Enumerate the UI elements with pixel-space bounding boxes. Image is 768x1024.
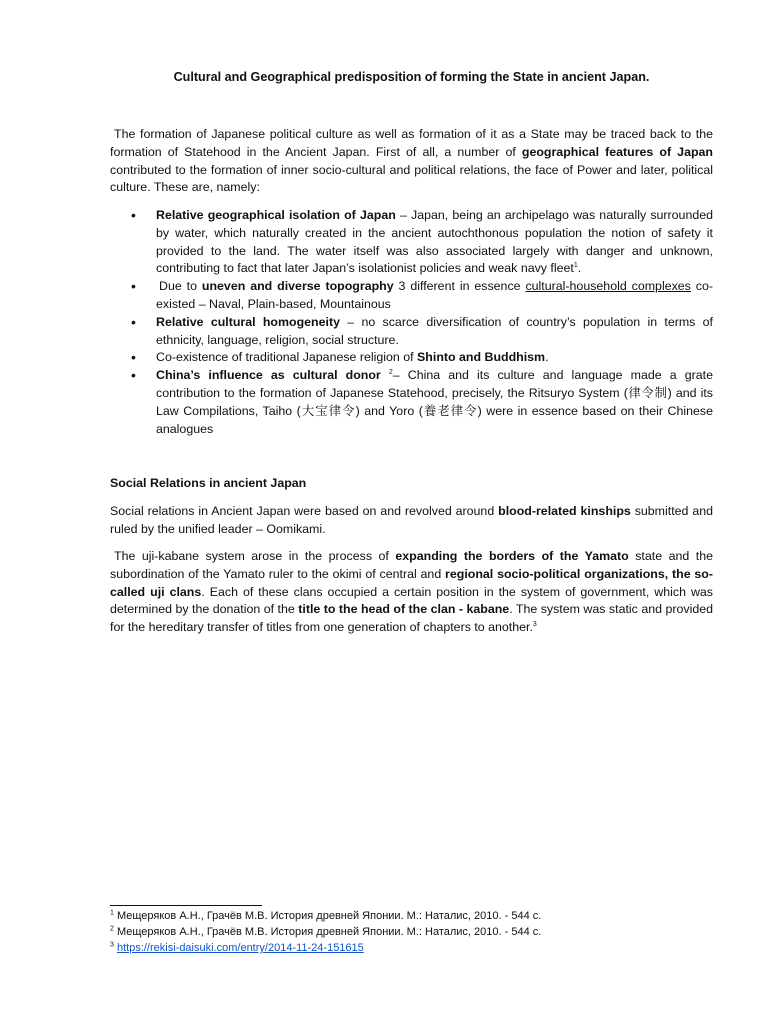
- section-heading: Social Relations in ancient Japan: [110, 476, 307, 490]
- list-item-text: co-existed – Naval, Plain-based, Mountainous: [156, 279, 714, 311]
- intro-bold-1: geographical features of Japan: [521, 144, 713, 159]
- intro-paragraph: [110, 126, 713, 197]
- bullet-icon: •: [131, 349, 136, 366]
- paragraph-text: submitted and ruled by the unified leader – Oomikami.: [110, 504, 714, 536]
- footnote-ref[interactable]: 3: [532, 621, 537, 629]
- list-item-text: .: [545, 350, 549, 365]
- social-paragraph-2: [110, 548, 713, 637]
- paragraph-text: . The system was static and provided for the hereditary transfer of titles from one generation of chapters to another.: [110, 602, 714, 635]
- bullet-icon: •: [131, 313, 136, 330]
- list-item-text: – no scarce diversification of country’s population in terms of ethnicity, language, religion, social structure.: [156, 314, 713, 347]
- bullet-icon: •: [131, 278, 136, 295]
- list-item: [110, 314, 713, 350]
- intro-text-2: contributed to the formation of inner socio-cultural and political relations, the face of Power and later, political culture. These are, namely:: [110, 162, 713, 195]
- footnote-ref[interactable]: 1: [573, 262, 578, 270]
- list-item-tail: .: [577, 261, 582, 276]
- list-item-bold: China’s influence as cultural donor: [156, 368, 381, 383]
- list-item-text: Co-existence of traditional Japanese religion of: [156, 350, 418, 365]
- list-item-bold: uneven and diverse topography: [201, 279, 394, 294]
- footnote-text: Мещеряков А.Н., Грачёв М.В. История древней Японии. М.: Наталис, 2010. - 544 с.: [113, 910, 542, 922]
- paragraph-bold: title to the head of the clan - kabane: [298, 602, 510, 617]
- document-title: Cultural and Geographical predisposition of forming the State in ancient Japan.: [173, 70, 650, 84]
- list-item-bold: Relative cultural homogeneity: [156, 314, 340, 329]
- list-item-bold: Shinto and Buddhism: [417, 350, 546, 365]
- footnote-ref[interactable]: 2: [388, 369, 393, 377]
- list-item-bold: Relative geographical isolation of Japan: [156, 208, 396, 222]
- social-paragraph-1: [110, 503, 713, 539]
- intro-text-1: The formation of Japanese political culture as well as formation of it as a State may be traced back to the formation of Statehood in the Ancient Japan. First of all, a number of: [110, 127, 713, 159]
- list-item: [110, 349, 713, 367]
- paragraph-bold: regional socio-political organizations, the so-called uji clans: [110, 566, 714, 599]
- bullet-icon: •: [131, 207, 136, 223]
- footnote-text: Мещеряков А.Н., Грачёв М.В. История древней Японии. М.: Наталис, 2010. - 544 с.: [113, 926, 542, 938]
- footnote: [110, 908, 713, 924]
- list-item-text: 3 different in essence: [393, 279, 526, 294]
- footnote-link[interactable]: https://rekisi-daisuki.com/entry/2014-11-24-151615: [116, 942, 364, 954]
- paragraph-bold: blood-related kinships: [498, 504, 631, 518]
- footnote-number: 1: [110, 909, 114, 917]
- paragraph-text: . Each of these clans occupied a certain position in the system of government, which was determined by the donation of the: [110, 584, 714, 617]
- features-list: [110, 207, 713, 438]
- footnote: [110, 940, 713, 956]
- list-item: [110, 367, 713, 438]
- paragraph-text: The uji-kabane system arose in the process of: [114, 549, 396, 563]
- footnote: [110, 924, 713, 940]
- list-item-text: – China and its culture and language made a grate contribution to the formation of Japanese Statehood, precisely, the Ritsuryo System (律令制) and its Law Compilations, Taiho (大宝律令) and Yoro (養老律令) were in essence based on their Chinese analogues: [156, 368, 713, 436]
- list-item-text: – Japan, being an archipelago was naturally surrounded by water, which naturally created in the ancient autochthonous population the notion of safety it provided to the land. The water itself was also associated largely with danger and unknown, contributing to fact that later Japan’s isolationist policies and weak navy fleet: [156, 208, 714, 276]
- footnotes: [110, 908, 713, 956]
- paragraph-bold: expanding the borders of the Yamato: [395, 549, 629, 563]
- footnote-number: 2: [110, 925, 114, 933]
- list-item: [110, 278, 713, 314]
- paragraph-text: Social relations in Ancient Japan were based on and revolved around: [110, 504, 499, 518]
- list-item: [110, 207, 713, 278]
- list-item-text: Due to: [159, 279, 202, 294]
- footnote-separator: [110, 905, 262, 906]
- bullet-icon: •: [131, 367, 136, 384]
- list-item-underlined: cultural-household complexes: [525, 279, 691, 294]
- footnote-number: 3: [110, 941, 114, 949]
- paragraph-text: state and the subordination of the Yamato ruler to the okimi of central and: [110, 549, 714, 581]
